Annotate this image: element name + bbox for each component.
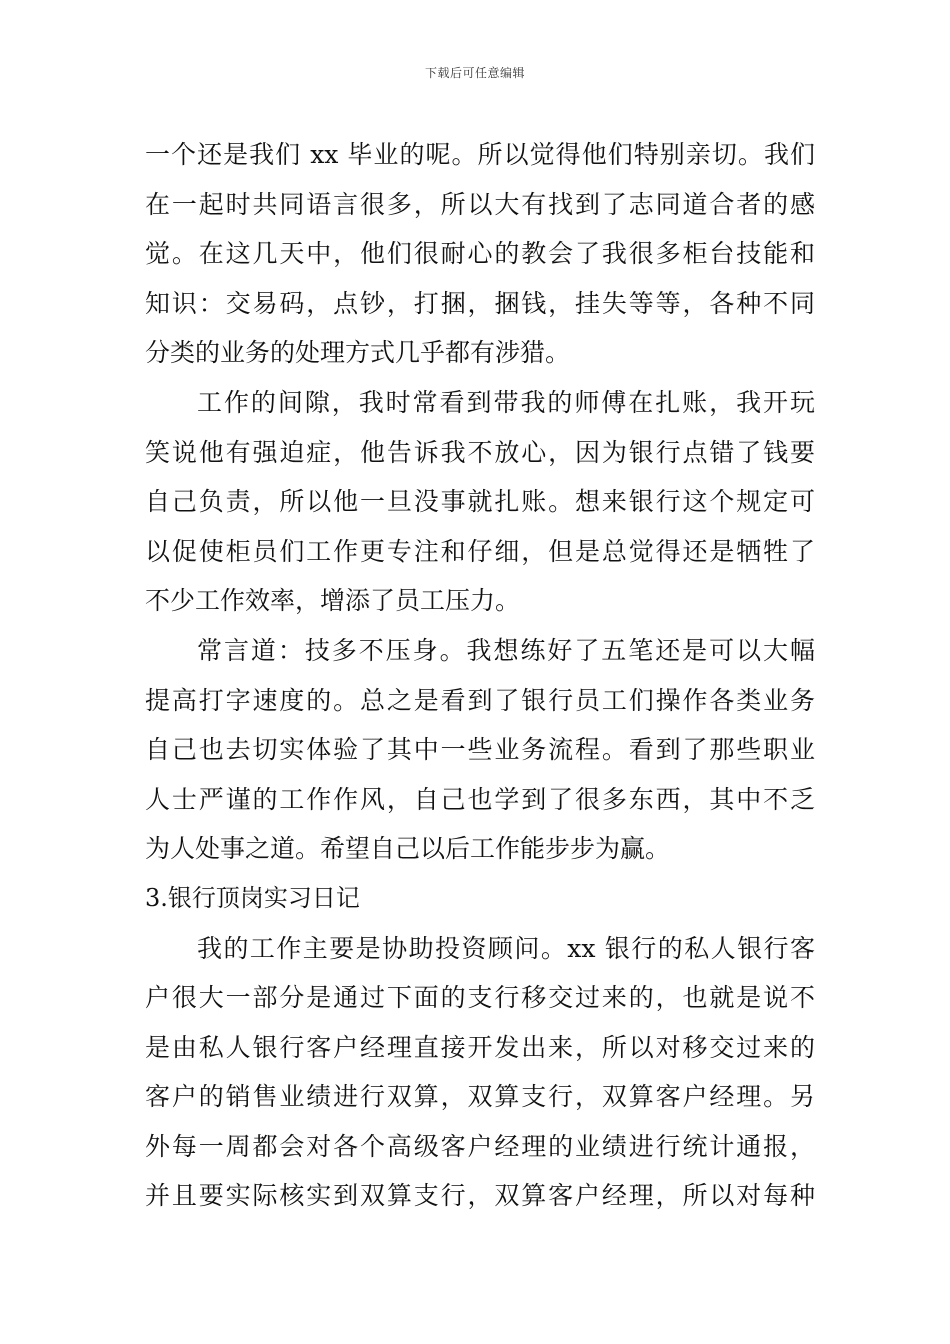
text-line: 在一起时共同语言很多，所以大有找到了志同道合者的感 xyxy=(145,189,815,219)
text-line: 并且要实际核实到双算支行，双算客户经理，所以对每种 xyxy=(145,1181,815,1211)
text-line: 户很大一部分是通过下面的支行移交过来的，也就是说不 xyxy=(145,983,815,1013)
text-line: 分类的业务的处理方式几乎都有涉猎。 xyxy=(145,338,571,368)
text-line: 笑说他有强迫症，他告诉我不放心，因为银行点错了钱要 xyxy=(145,437,815,467)
text-line: 不少工作效率，增添了员工压力。 xyxy=(145,586,521,616)
text-line: 提高打字速度的。总之是看到了银行员工们操作各类业务 xyxy=(145,685,815,715)
text-line: 自己负责，所以他一旦没事就扎账。想来银行这个规定可 xyxy=(145,487,815,517)
text-line: 自己也去切实体验了其中一些业务流程。看到了那些职业 xyxy=(145,735,815,765)
text-line: 我的工作主要是协助投资顾问。xx 银行的私人银行客 xyxy=(197,933,815,963)
text-line: 觉。在这几天中，他们很耐心的教会了我很多柜台技能和 xyxy=(145,239,815,269)
text-line: 常言道：技多不压身。我想练好了五笔还是可以大幅 xyxy=(197,635,815,665)
text-line: 是由私人银行客户经理直接开发出来，所以对移交过来的 xyxy=(145,1032,815,1062)
text-line: 以促使柜员们工作更专注和仔细，但是总觉得还是牺牲了 xyxy=(145,536,815,566)
text-line: 一个还是我们 xx 毕业的呢。所以觉得他们特别亲切。我们 xyxy=(145,140,815,169)
page-header: 下载后可任意编辑 xyxy=(424,66,525,80)
text-line: 人士严谨的工作作风，自己也学到了很多东西，其中不乏 xyxy=(145,784,815,814)
text-line: 工作的间隙，我时常看到带我的师傅在扎账，我开玩 xyxy=(197,387,815,417)
section-heading: 3.银行顶岗实习日记 xyxy=(145,883,360,912)
text-line: 知识：交易码，点钞，打捆，捆钱，挂失等等，各种不同 xyxy=(145,288,815,318)
text-line: 为人处事之道。希望自己以后工作能步步为赢。 xyxy=(145,834,671,864)
text-line: 外每一周都会对各个高级客户经理的业绩进行统计通报， xyxy=(145,1131,815,1161)
body-text xyxy=(145,130,815,1221)
text-line: 客户的销售业绩进行双算，双算支行，双算客户经理。另 xyxy=(145,1082,815,1112)
